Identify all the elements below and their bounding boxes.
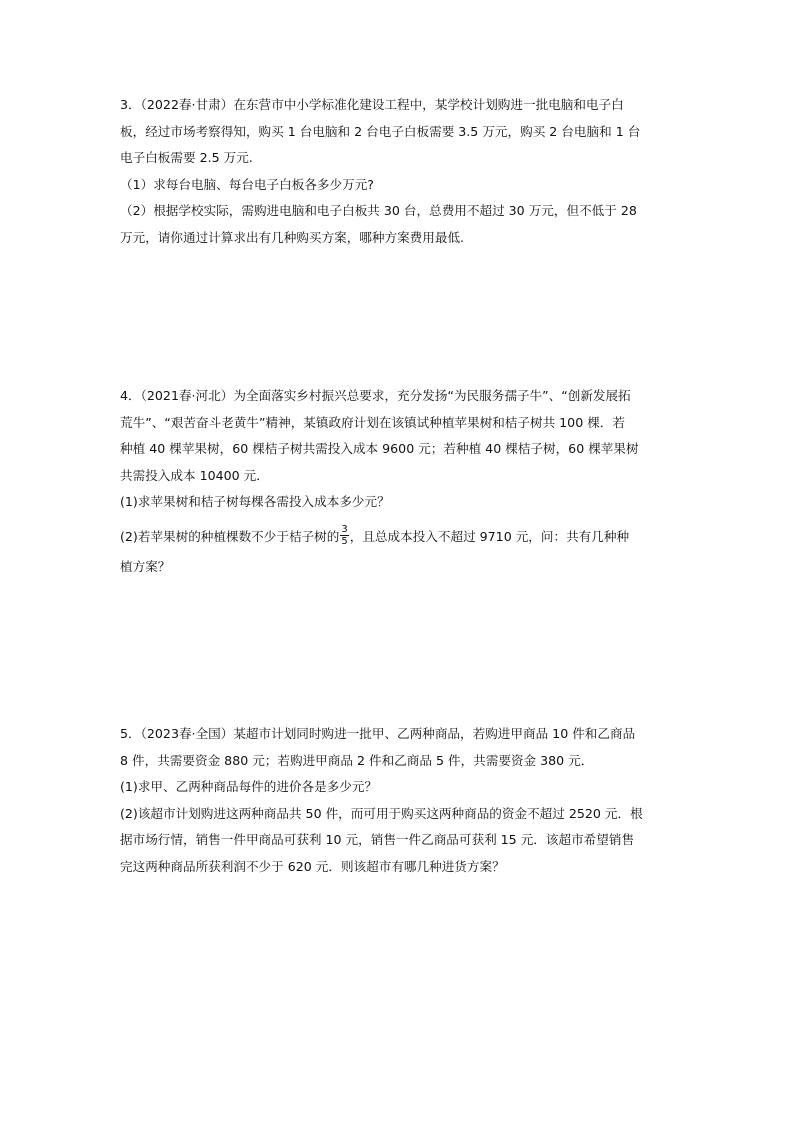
- problem-4-question-2-line-1: [120, 520, 676, 558]
- problem-5-question-2-line-1: (2)该超市计划购进这两种商品共 50 件，而可用于购买这两种商品的资金不超过 2520 元．根: [120, 805, 643, 821]
- problem-5-question-1: (1)求甲、乙两种商品每件的进价各是多少元？: [120, 779, 378, 794]
- problem-5-question-2-line-3: 完这两种商品所获利润不少于 620 元．则该超市有哪几种进货方案？: [120, 858, 505, 874]
- problem-4-line-1: 4．（2021春·河北）为全面落实乡村振兴总要求，充分发扬“为民服务孺子牛”、“创新发展拓: [120, 388, 631, 403]
- problem-3-question-2-line-1: （2）根据学校实际，需购进电脑和电子白板共 30 台，总费用不超过 30 万元，但不低于 28: [120, 203, 637, 218]
- problem-4-question-2-text-after: ，且总成本投入不超过 9710 元，问：共有几种种: [349, 528, 630, 544]
- fraction-three-fifths: [340, 524, 348, 547]
- problem-3-question-2-line-2: 万元，请你通过计算求出有几种购买方案，哪种方案费用最低.: [120, 229, 465, 245]
- problem-4-line-4: 共需投入成本 10400 元．: [120, 467, 269, 483]
- fraction-numerator: 3: [341, 523, 348, 535]
- problem-4-question-2-text-before: (2)若苹果树的种植棵数不少于桔子树的: [120, 528, 340, 544]
- problem-5-question-2-line-2: 据市场行情，销售一件甲商品可获利 10 元，销售一件乙商品可获利 15 元．该超市希望销售: [120, 832, 635, 847]
- problem-3-line-3: 电子白板需要 2.5 万元.: [120, 150, 253, 165]
- problem-4-line-3: 种植 40 棵苹果树，60 棵桔子树共需投入成本 9600 元；若种植 40 棵桔子树，60 棵苹果树: [120, 441, 639, 456]
- problem-5: [120, 725, 676, 884]
- fraction-denominator: 5: [341, 535, 348, 547]
- problem-5-line-2: 8 件，共需要资金 880 元；若购进甲商品 2 件和乙商品 5 件，共需要资金 380 元．: [120, 752, 594, 768]
- problem-3-question-1: （1）求每台电脑、每台电子白板各多少万元?: [120, 176, 374, 192]
- problem-4-question-1: (1)求苹果树和桔子树每棵各需投入成本多少元？: [120, 494, 390, 509]
- problem-4-question-2-line-2: 植方案？: [120, 558, 171, 574]
- problem-5-line-1: 5．（2023春·全国）某超市计划同时购进一批甲、乙两种商品，若购进甲商品 10 件和乙商品: [120, 726, 636, 741]
- problem-3-line-2: 板，经过市场考察得知，购买 1 台电脑和 2 台电子白板需要 3.5 万元，购买 2 台电脑和 1 台: [120, 123, 641, 139]
- problem-3: [120, 96, 676, 255]
- problem-3-line-1: 3．（2022春·甘肃）在东营市中小学标准化建设工程中，某学校计划购进一批电脑和电子白: [120, 97, 624, 112]
- problem-4: [120, 387, 676, 584]
- problem-4-line-2: 荒牛”、“艰苦奋斗老黄牛”精神，某镇政府计划在该镇试种植苹果树和桔子树共 100 棵．若: [120, 414, 625, 430]
